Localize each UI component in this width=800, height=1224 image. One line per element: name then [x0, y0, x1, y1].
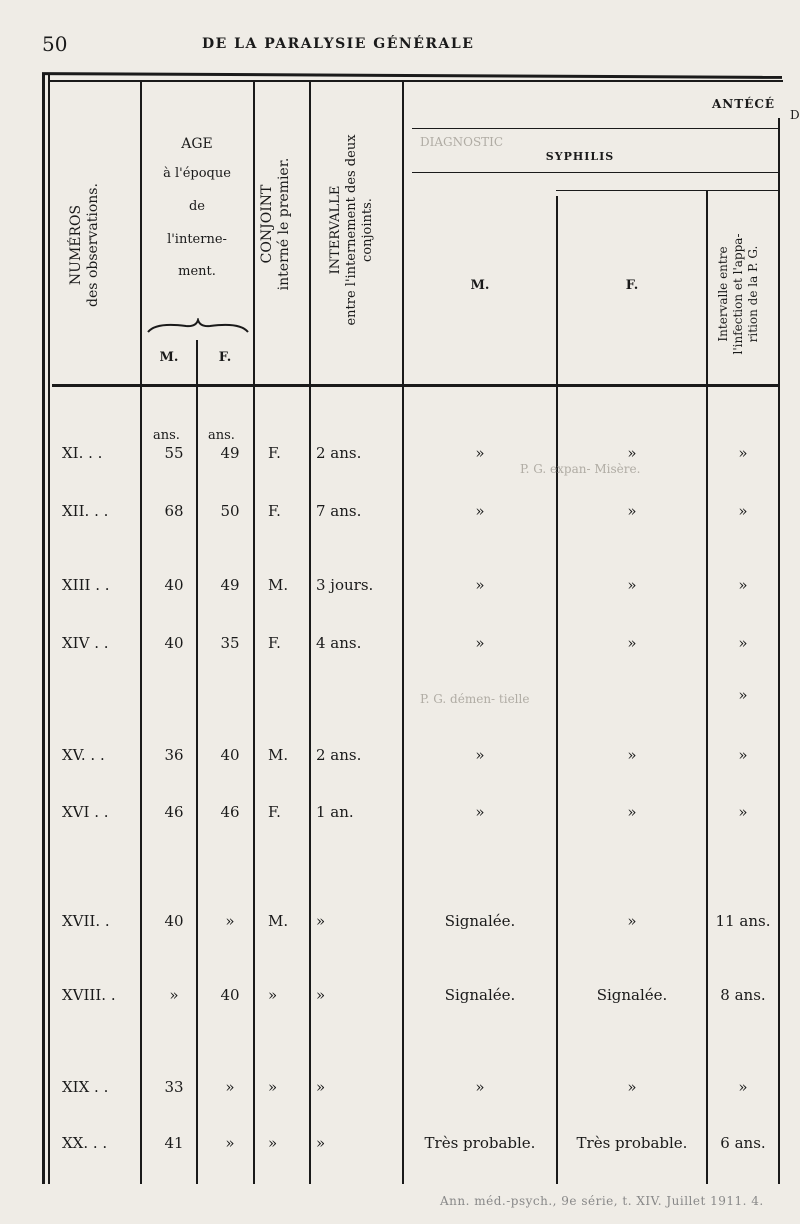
cell-sf: »: [627, 444, 637, 462]
cell-f: 40: [220, 746, 240, 764]
table-border-left: [42, 74, 45, 1184]
column-group-fragment: ANTÉCÉ: [712, 97, 776, 111]
cell-inf: »: [738, 444, 748, 462]
col-sep-3: [309, 80, 311, 1184]
cell-f: »: [225, 912, 235, 930]
table-border-left-inner: [48, 74, 50, 1184]
cell-num: XV. . .: [62, 746, 105, 764]
cell-sf: Signalée.: [596, 986, 668, 1004]
cell-int: »: [316, 1078, 326, 1096]
header-numeros: [68, 150, 108, 340]
cell-inf: »: [738, 576, 748, 594]
cell-inf: 11 ans.: [715, 912, 771, 930]
page-footer: Ann. méd.-psych., 9e série, t. XIV. Juillet 1911. 4.: [440, 1194, 764, 1208]
header-intervalle-l2: entre l'internement des deux: [344, 134, 359, 326]
header-intervalle-title: INTERVALLE: [328, 185, 343, 275]
header-numeros-sub: des observations.: [85, 183, 101, 307]
cell-sm: Signalée.: [444, 912, 516, 930]
cell-f: 40: [220, 986, 240, 1004]
header-age-l5: ment.: [178, 264, 216, 279]
syphilis-sub-line: [556, 190, 778, 191]
table-border-top-inner: [48, 80, 783, 82]
cell-f: 35: [220, 634, 240, 652]
cell-f: »: [225, 1078, 235, 1096]
header-syphilis-m: M.: [470, 278, 490, 293]
syphilis-line-top: [412, 128, 778, 129]
cell-num: XIII . .: [62, 576, 110, 594]
table-border-top: [42, 72, 782, 79]
unit-age-m: ans.: [153, 428, 180, 443]
cell-num: XII. . .: [62, 502, 109, 520]
cell-f: 49: [220, 444, 240, 462]
cell-inf: »: [738, 803, 748, 821]
cell-conj: F.: [268, 444, 281, 462]
cell-sm: »: [475, 1078, 485, 1096]
age-brace-icon: [146, 318, 250, 336]
cell-m: 55: [164, 444, 184, 462]
header-intervalle: [328, 130, 384, 330]
cell-f: 46: [220, 803, 240, 821]
cell-int: 3 jours.: [316, 576, 374, 594]
cell-sm: »: [475, 634, 485, 652]
cell-int: »: [316, 1134, 326, 1152]
cell-sf: »: [627, 803, 637, 821]
cell-m: 40: [164, 912, 184, 930]
cell-conj: F.: [268, 502, 281, 520]
cell-inf: »: [738, 686, 748, 704]
col-sep-5: [556, 196, 558, 1184]
cell-conj: »: [268, 986, 278, 1004]
cell-sm: »: [475, 803, 485, 821]
header-interv-inf-l1: Intervalle entre: [716, 246, 730, 342]
cell-int: 2 ans.: [316, 444, 362, 462]
header-age-l3: de: [188, 199, 205, 214]
header-bottom-rule: [52, 384, 778, 387]
header-interv-inf-l2: l'infection et l'appa-: [731, 233, 745, 355]
cell-int: 1 an.: [316, 803, 354, 821]
header-numeros-title: NUMÉROS: [68, 204, 84, 286]
cell-sf: »: [627, 576, 637, 594]
cell-int: 2 ans.: [316, 746, 362, 764]
cell-conj: M.: [268, 576, 289, 594]
cell-m: 36: [164, 746, 184, 764]
cell-inf: »: [738, 634, 748, 652]
cell-sm: Très probable.: [424, 1134, 536, 1152]
cell-int: 4 ans.: [316, 634, 362, 652]
cell-f: »: [225, 1134, 235, 1152]
col-sep-2: [253, 80, 255, 1184]
running-title: DE LA PARALYSIE GÉNÉRALE: [202, 36, 475, 52]
cell-sm: »: [475, 576, 485, 594]
cell-int: »: [316, 986, 326, 1004]
cell-f: 49: [220, 576, 240, 594]
header-intervalle-l3: conjoints.: [360, 198, 375, 262]
cell-sf: »: [627, 502, 637, 520]
show-through-text: P. G. expan- Misère.: [520, 462, 641, 476]
cell-sm: Signalée.: [444, 986, 516, 1004]
cell-m: 40: [164, 634, 184, 652]
header-age-l4: l'interne-: [167, 232, 227, 247]
cell-sm: »: [475, 444, 485, 462]
header-age-m: M.: [159, 350, 179, 365]
cell-num: XX. . .: [62, 1134, 108, 1152]
header-syphilis: SYPHILIS: [545, 150, 615, 163]
header-conjoint-sub: interné le premier.: [276, 157, 292, 291]
cell-sm: »: [475, 502, 485, 520]
cell-inf: 6 ans.: [720, 1134, 766, 1152]
cell-inf: »: [738, 1078, 748, 1096]
page-number: 50: [42, 32, 68, 56]
header-age-l2: à l'époque: [163, 166, 231, 181]
cell-sm: »: [475, 746, 485, 764]
cell-m: 40: [164, 576, 184, 594]
cell-m: 68: [164, 502, 184, 520]
cell-int: »: [316, 912, 326, 930]
cell-m: 41: [164, 1134, 184, 1152]
cell-inf: »: [738, 746, 748, 764]
cell-conj: F.: [268, 803, 281, 821]
header-interv-inf-l3: rition de la P. G.: [746, 245, 760, 343]
cell-f: 50: [220, 502, 240, 520]
col-sep-7: [778, 118, 780, 1184]
cell-m: 33: [164, 1078, 184, 1096]
edge-letter: D: [790, 108, 800, 122]
cell-num: XIX . .: [62, 1078, 109, 1096]
cell-num: XVIII. .: [62, 986, 116, 1004]
cell-inf: 8 ans.: [720, 986, 766, 1004]
col-sep-4: [402, 80, 404, 1184]
cell-conj: M.: [268, 912, 289, 930]
cell-num: XI. . .: [62, 444, 103, 462]
cell-num: XIV . .: [62, 634, 109, 652]
cell-sf: »: [627, 1078, 637, 1096]
show-through-text: DIAGNOSTIC: [420, 135, 504, 149]
header-intervalle-infection: [716, 210, 768, 378]
cell-int: 7 ans.: [316, 502, 362, 520]
cell-sf: »: [627, 634, 637, 652]
cell-m: »: [169, 986, 179, 1004]
header-syphilis-f: F.: [625, 278, 639, 293]
header-age: AGE: [181, 136, 213, 152]
cell-conj: M.: [268, 746, 289, 764]
header-conjoint-title: CONJOINT: [259, 184, 275, 264]
unit-age-f: ans.: [208, 428, 235, 443]
cell-sf: »: [627, 746, 637, 764]
cell-conj: F.: [268, 634, 281, 652]
cell-num: XVI . .: [62, 803, 109, 821]
cell-sf: »: [627, 912, 637, 930]
header-age-f: F.: [218, 350, 232, 365]
cell-sf: Très probable.: [576, 1134, 688, 1152]
syphilis-line-bottom: [412, 172, 778, 173]
show-through-text: P. G. démen- tielle: [420, 692, 530, 706]
cell-m: 46: [164, 803, 184, 821]
cell-conj: »: [268, 1078, 278, 1096]
header-conjoint: [259, 142, 299, 306]
cell-conj: »: [268, 1134, 278, 1152]
cell-inf: »: [738, 502, 748, 520]
cell-num: XVII. .: [62, 912, 110, 930]
